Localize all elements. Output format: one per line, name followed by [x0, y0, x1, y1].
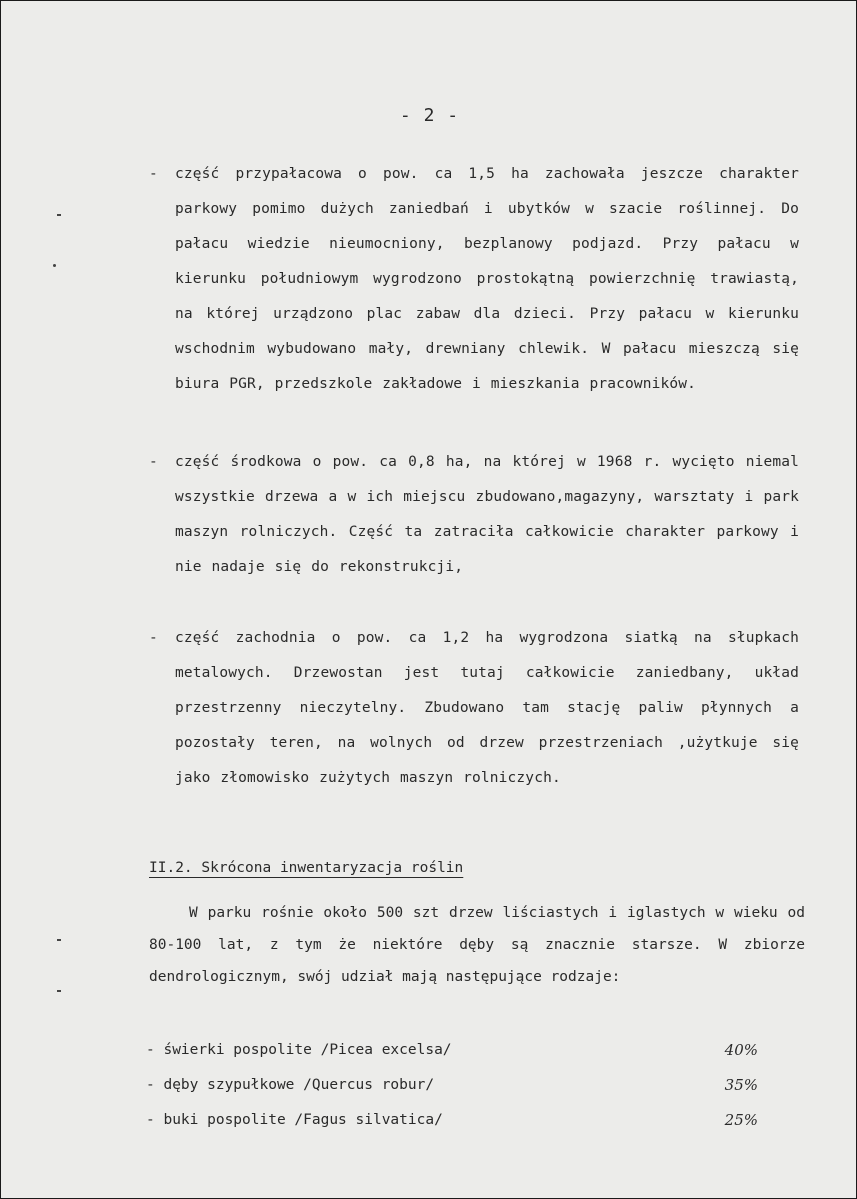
species-row	[146, 1103, 758, 1138]
list-item	[149, 157, 799, 402]
section-paragraph: W parku rośnie około 500 szt drzew liściastych i iglastych w wieku od 80-100 lat, z tym że niektóre dęby są znacznie starsze. W zbiorze dendrologicznym, swój udział mają następujące rodzaje:	[149, 905, 805, 985]
list-dash: -	[149, 166, 158, 182]
margin-mark	[57, 214, 61, 216]
species-row	[146, 1068, 758, 1103]
list-item	[149, 445, 799, 585]
species-name: - buki pospolite /Fagus silvatica/	[146, 1112, 443, 1128]
species-name: - dęby szypułkowe /Quercus robur/	[146, 1077, 435, 1093]
list-item-text: część środkowa o pow. ca 0,8 ha, na której w 1968 r. wycięto niemal wszystkie drzewa a w ich miejscu zbudowano,magazyny, warsztaty i park maszyn rolniczych. Część ta zatraciła całkowicie charakter parkowy i nie nadaje się do rekonstrukcji,	[175, 454, 799, 575]
species-percent: 25%	[724, 1111, 758, 1129]
species-row	[146, 1033, 758, 1068]
species-percent: 40%	[724, 1041, 758, 1059]
page-number: - 2 -	[399, 105, 460, 126]
list-item	[149, 621, 799, 796]
margin-mark	[57, 990, 61, 992]
list-item-text: część zachodnia o pow. ca 1,2 ha wygrodzona siatką na słupkach metalowych. Drzewostan jest tutaj całkowicie zaniedbany, układ przestrzenny nieczytelny. Zbudowano tam stację paliw płynnych a pozostały teren, na wolnych od drzew przestrzeniach ,użytkuje się jako złomowisko zużytych maszyn rolniczych.	[175, 630, 799, 786]
list-item-text: część przypałacowa o pow. ca 1,5 ha zachowała jeszcze charakter parkowy pomimo dużych zaniedbań i ubytków w szacie roślinnej. Do pałacu wiedzie nieumocniony, bezplanowy podjazd. Przy pałacu w kierunku południowym wygrodzono prostokątną powierzchnię trawiastą, na której urządzono plac zabaw dla dzieci. Przy pałacu w kierunku wschodnim wybudowano mały, drewniany chlewik. W pałacu mieszczą się biura PGR, przedszkole zakładowe i mieszkania pracowników.	[175, 166, 799, 392]
species-percent: 35%	[724, 1076, 758, 1094]
list-dash: -	[149, 630, 158, 646]
section-heading: II.2. Skrócona inwentaryzacja roślin	[149, 860, 464, 876]
species-name: - świerki pospolite /Picea excelsa/	[146, 1042, 452, 1058]
list-dash: -	[149, 454, 158, 470]
species-list	[146, 1033, 758, 1138]
margin-mark	[57, 939, 61, 941]
margin-dot	[53, 264, 56, 267]
